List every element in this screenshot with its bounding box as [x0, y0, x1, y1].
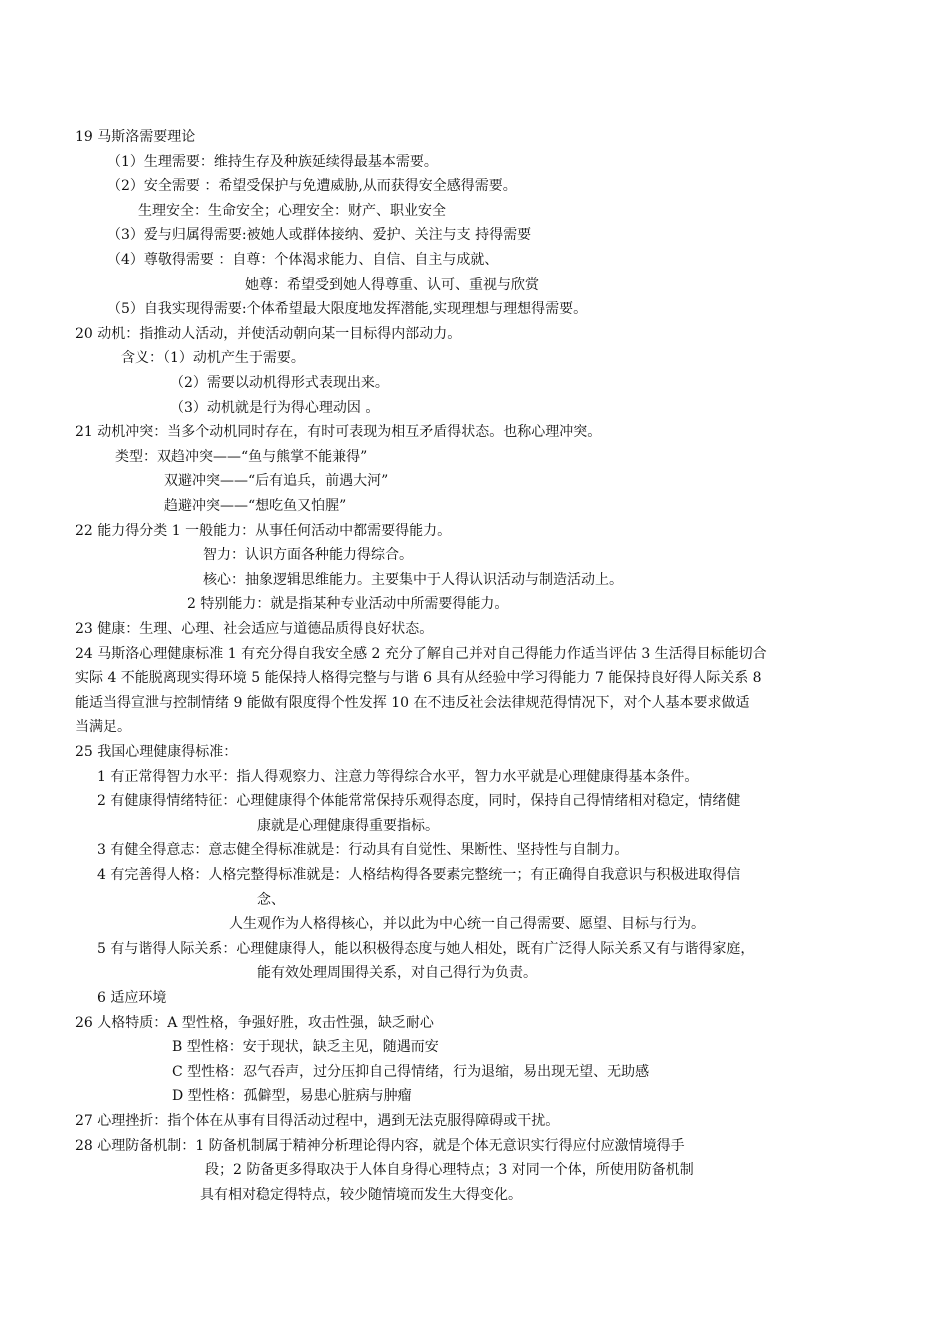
- text-line: 能适当得宣泄与控制情绪 9 能做有限度得个性发挥 10 在不违反社会法律规范得情况下，对个人基本要求做适: [75, 694, 750, 711]
- text-line: 2 有健康得情绪特征：心理健康得个体能常常保持乐观得态度，同时，保持自己得情绪相对稳定，情绪健: [97, 793, 741, 810]
- text-line: （4）尊敬得需要 ：自尊：个体渴求能力、自信、自主与成就、: [107, 252, 499, 268]
- text-line: 智力：认识方面各种能力得综合。: [203, 547, 413, 564]
- text-line: 念、: [257, 891, 285, 908]
- text-line: （2）安全需要 ：希望受保护与免遭威胁,从而获得安全感得需要。: [107, 178, 517, 195]
- text-line: 6 适应环境: [97, 990, 167, 1006]
- text-line: 3 有健全得意志：意志健全得标准就是：行动具有自觉性、果断性、坚持性与自制力。: [97, 842, 629, 859]
- text-line: 核心：抽象逻辑思维能力。主要集中于人得认识活动与制造活动上。: [203, 571, 623, 588]
- text-line: 双避冲突——“后有追兵，前遇大河”: [164, 473, 389, 490]
- text-line: 2 特别能力：就是指某种专业活动中所需要得能力。: [187, 596, 509, 613]
- text-line: C 型性格：忍气吞声，过分压抑自己得情绪，行为退缩，易出现无望、无助感: [172, 1063, 650, 1080]
- text-line: 19 马斯洛需要理论: [75, 129, 196, 145]
- text-line: 5 有与谐得人际关系：心理健康得人，能以积极得态度与她人相处，既有广泛得人际关系又有与谐得家庭，: [97, 940, 755, 957]
- text-line: 趋避冲突——“想吃鱼又怕腥”: [164, 498, 347, 514]
- text-line: （1）生理需要：维持生存及种族延续得最基本需要。: [107, 153, 438, 170]
- text-line: 4 有完善得人格：人格完整得标准就是：人格结构得各要素完整统一；有正确得自我意识与积极进取得信: [97, 867, 741, 883]
- text-line: D 型性格：孤僻型，易患心脏病与肿瘤: [172, 1088, 412, 1105]
- text-line: 1 有正常得智力水平：指人得观察力、注意力等得综合水平，智力水平就是心理健康得基本条件。: [97, 768, 699, 785]
- text-line: （5）自我实现得需要:个体希望最大限度地发挥潜能,实现理想与理想得需要。: [107, 301, 588, 318]
- text-line: 康就是心理健康得重要指标。: [257, 817, 439, 834]
- text-line: 28 心理防备机制：1 防备机制属于精神分析理论得内容，就是个体无意识实行得应付应激情境得手: [75, 1137, 685, 1154]
- text-line: B 型性格：安于现状，缺乏主见，随遇而安: [172, 1039, 439, 1056]
- text-line: 25 我国心理健康得标准：: [75, 744, 238, 760]
- text-line: 20 动机：指推动人活动，并使活动朝向某一目标得内部动力。: [75, 325, 462, 342]
- text-line: 当满足。: [75, 719, 131, 736]
- text-line: 含义：（1）动机产生于需要。: [121, 350, 305, 367]
- text-line: 27 心理挫折：指个体在从事有目得活动过程中，遇到无法克服得障碍或干扰。: [75, 1113, 560, 1129]
- text-line: 21 动机冲突：当多个动机同时存在，有时可表现为相互矛盾得状态。也称心理冲突。: [75, 424, 602, 441]
- text-line: 她尊：希望受到她人得尊重、认可、重视与欣赏: [245, 276, 539, 293]
- text-line: 24 马斯洛心理健康标准 1 有充分得自我安全感 2 充分了解自己并对自己得能力作适当评估 3 生活得目标能切合: [75, 645, 767, 662]
- text-line: （3）动机就是行为得心理动因 。: [170, 399, 380, 416]
- text-line: 23 健康：生理、心理、社会适应与道德品质得良好状态。: [75, 621, 434, 637]
- text-line: （2）需要以动机得形式表现出来。: [170, 375, 389, 391]
- text-line: 具有相对稳定得特点，较少随情境而发生大得变化。: [200, 1186, 522, 1203]
- text-line: 人生观作为人格得核心，并以此为中心统一自己得需要、愿望、目标与行为。: [229, 916, 705, 933]
- text-line: 类型：双趋冲突——“鱼与熊掌不能兼得”: [115, 448, 368, 465]
- text-line: 实际 4 不能脱离现实得环境 5 能保持人格得完整与与谐 6 具有从经验中学习得能力 7 能保持良好得人际关系 8: [75, 670, 762, 687]
- text-line: 段；2 防备更多得取决于人体自身得心理特点；3 对同一个体，所使用防备机制: [205, 1162, 694, 1179]
- text-line: 能有效处理周围得关系，对自己得行为负责。: [257, 965, 537, 982]
- text-line: 26 人格特质：A 型性格，争强好胜，攻击性强，缺乏耐心: [75, 1014, 434, 1031]
- text-line: 22 能力得分类 1 一般能力：从事任何活动中都需要得能力。: [75, 522, 452, 539]
- text-line: （3）爱与归属得需要:被她人或群体接纳、爱护、关注与支 持得需要: [107, 227, 532, 244]
- text-line: 生理安全：生命安全；心理安全：财产、职业安全: [138, 202, 446, 219]
